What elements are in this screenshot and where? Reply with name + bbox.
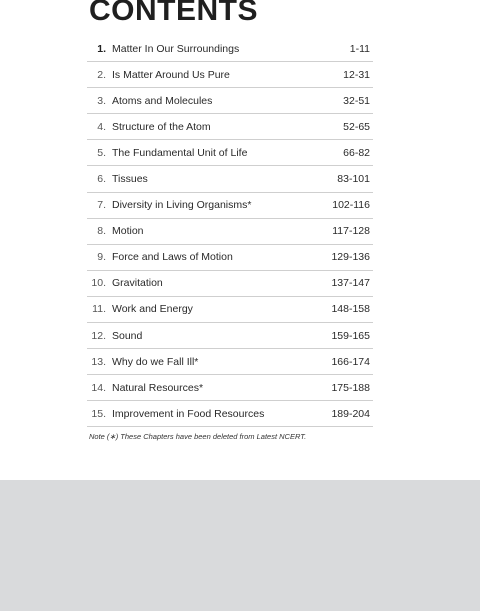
toc-row[interactable] — [87, 114, 373, 140]
toc-row[interactable] — [87, 219, 373, 245]
chapter-pages: 189-204 — [331, 407, 370, 420]
toc-row[interactable] — [87, 323, 373, 349]
toc-row[interactable] — [87, 245, 373, 271]
toc-row[interactable] — [87, 401, 373, 427]
chapter-title[interactable]: Motion — [112, 225, 144, 238]
chapter-pages: 52-65 — [343, 120, 370, 133]
chapter-pages: 159-165 — [331, 329, 370, 342]
toc-row[interactable] — [87, 166, 373, 192]
page-title: CONTENTS — [89, 0, 258, 27]
toc-row[interactable] — [87, 88, 373, 114]
chapter-pages: 32-51 — [343, 94, 370, 107]
chapter-pages: 148-158 — [331, 303, 370, 316]
chapter-pages: 117-128 — [332, 225, 370, 238]
chapter-number: 1. — [97, 42, 106, 55]
chapter-pages: 102-116 — [332, 199, 370, 212]
chapter-title[interactable]: Is Matter Around Us Pure — [112, 68, 230, 81]
toc-row[interactable] — [87, 140, 373, 166]
chapter-number: 6. — [97, 173, 106, 186]
chapter-title[interactable]: The Fundamental Unit of Life — [112, 146, 248, 159]
toc-row[interactable] — [87, 271, 373, 297]
toc-row[interactable] — [87, 375, 373, 401]
chapter-number: 2. — [97, 68, 106, 81]
chapter-number: 3. — [97, 94, 106, 107]
chapter-number: 5. — [97, 146, 106, 159]
chapter-title[interactable]: Why do we Fall Ill* — [112, 355, 199, 368]
chapter-title[interactable]: Atoms and Molecules — [112, 94, 213, 107]
chapter-title[interactable]: Work and Energy — [112, 303, 193, 316]
toc-row[interactable] — [87, 62, 373, 88]
chapter-number: 11. — [92, 303, 106, 316]
chapter-number: 9. — [97, 251, 106, 264]
chapter-pages: 175-188 — [331, 381, 370, 394]
chapter-title[interactable]: Tissues — [112, 173, 148, 186]
toc-row[interactable] — [87, 349, 373, 375]
footnote: Note (∗) These Chapters have been deleted from Latest NCERT. — [89, 432, 307, 441]
chapter-number: 13. — [91, 355, 106, 368]
toc-row[interactable] — [87, 297, 373, 323]
toc-row[interactable] — [87, 193, 373, 219]
chapter-number: 7. — [97, 199, 106, 212]
chapter-number: 12. — [91, 329, 106, 342]
chapter-title[interactable]: Gravitation — [112, 277, 163, 290]
chapter-title[interactable]: Natural Resources* — [112, 381, 204, 394]
chapter-number: 15. — [91, 407, 106, 420]
chapter-pages: 137-147 — [331, 277, 370, 290]
chapter-title[interactable]: Matter In Our Surroundings — [112, 42, 240, 55]
chapter-title[interactable]: Diversity in Living Organisms* — [112, 199, 252, 212]
chapter-pages: 129-136 — [331, 251, 370, 264]
chapter-title[interactable]: Structure of the Atom — [112, 120, 211, 133]
chapter-pages: 1-11 — [349, 42, 370, 55]
chapter-title[interactable]: Force and Laws of Motion — [112, 251, 233, 264]
table-of-contents — [87, 36, 373, 427]
chapter-pages: 66-82 — [343, 146, 370, 159]
chapter-number: 14. — [91, 381, 106, 394]
chapter-pages: 166-174 — [331, 355, 370, 368]
chapter-pages: 83-101 — [337, 173, 370, 186]
chapter-number: 4. — [97, 120, 106, 133]
chapter-title[interactable]: Sound — [112, 329, 143, 342]
chapter-pages: 12-31 — [343, 68, 370, 81]
footer-band — [0, 480, 480, 611]
chapter-number: 10. — [91, 277, 106, 290]
chapter-title[interactable]: Improvement in Food Resources — [112, 407, 265, 420]
toc-row[interactable] — [87, 36, 373, 62]
chapter-number: 8. — [97, 225, 106, 238]
